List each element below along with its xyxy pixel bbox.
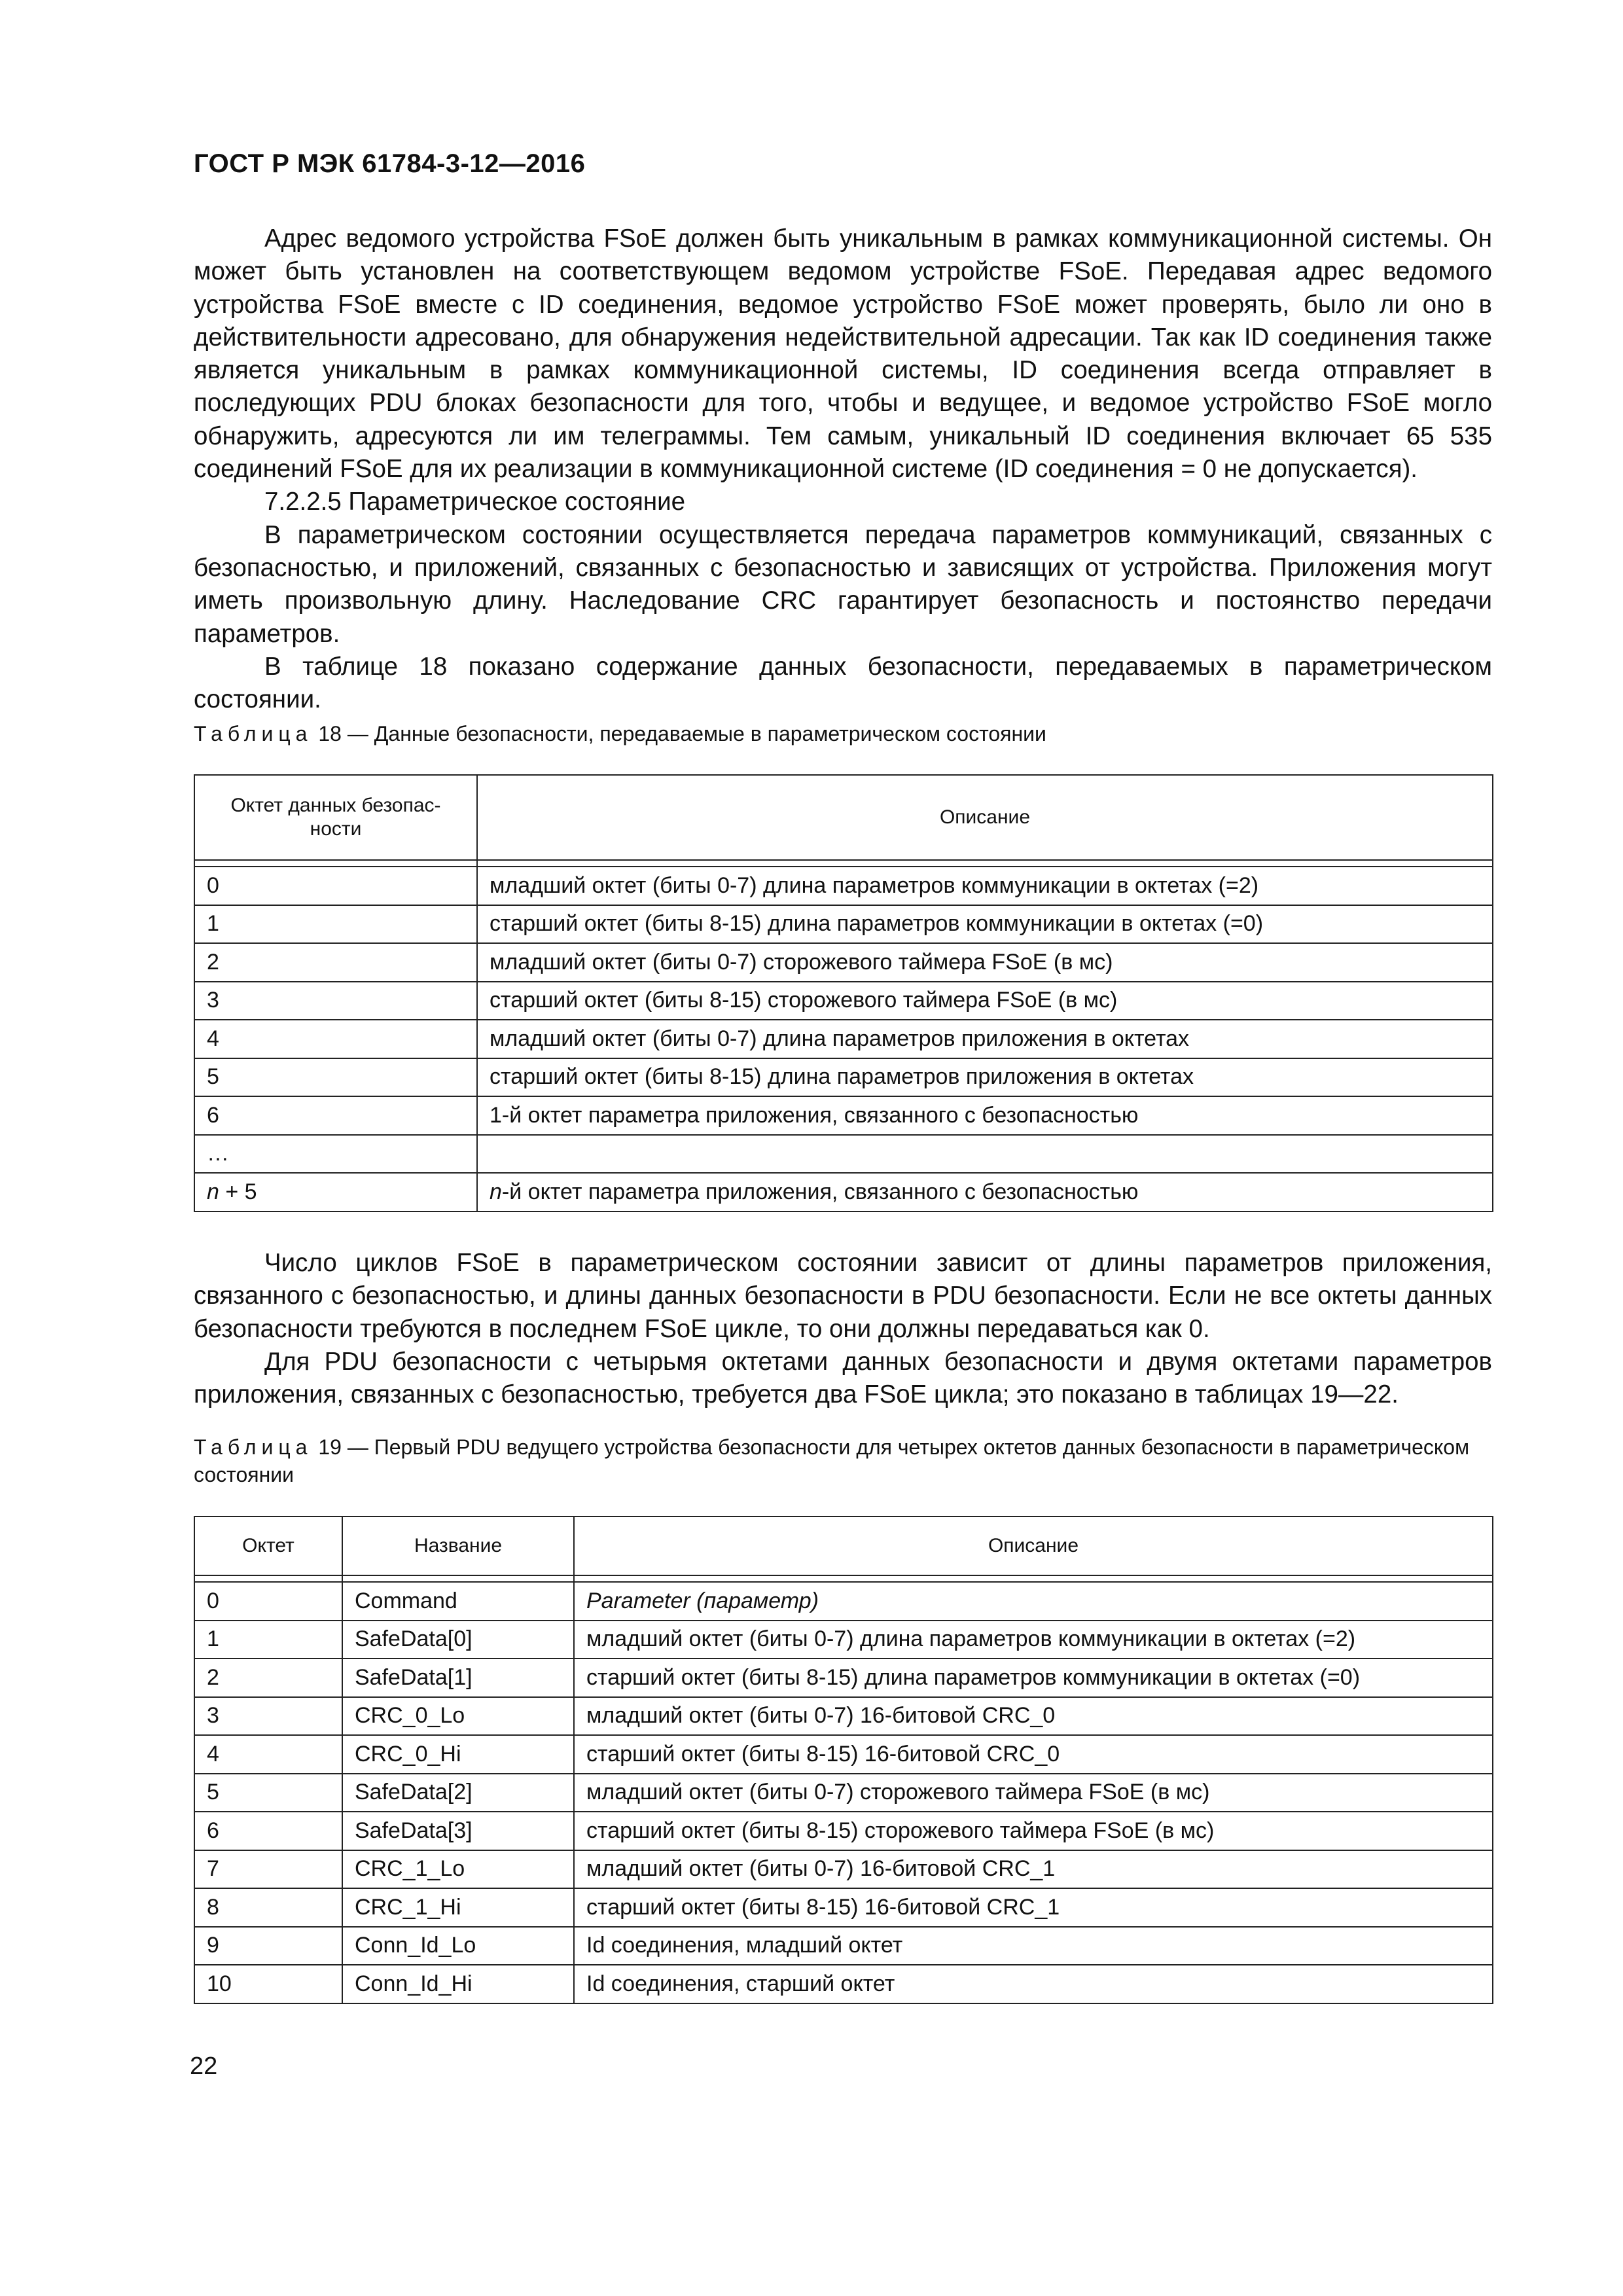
- table18-caption: [194, 720, 1492, 747]
- table-cell-octet: 0: [194, 867, 477, 905]
- table-cell-description: [477, 1135, 1493, 1174]
- table-row: [194, 1812, 1493, 1850]
- table-row: [194, 1058, 1493, 1097]
- cycles-paragraph: Число циклов FSoE в параметрическом состоянии зависит от длины параметров приложения, связанного с безопасностью, и длины данных безопасности в PDU безопасности. Если не все октеты данных безопасности требуются в последнем FSoE цикле, то они должны передаваться как 0.: [194, 1249, 1492, 1343]
- table-cell-description: старший октет (биты 8-15) длина параметров коммуникации в октетах (=0): [477, 905, 1493, 944]
- table18-header-octet: [194, 775, 477, 860]
- table-cell-description: 1-й октет параметра приложения, связанного с безопасностью: [477, 1096, 1493, 1135]
- pdu-paragraph: Для PDU безопасности с четырьмя октетами данных безопасности и двумя октетами параметров приложения, связанных с безопасностью, требуется два FSoE цикла; это показано в таблицах 19—22.: [194, 1347, 1492, 1409]
- page-number: 22: [190, 2053, 218, 2080]
- table-cell-octet: 2: [194, 943, 477, 982]
- table-cell-name: SafeData[1]: [342, 1659, 574, 1697]
- table-row: [194, 1659, 1493, 1697]
- table-cell-description: младший октет (биты 0-7) 16-битовой CRC_1: [574, 1850, 1493, 1889]
- table-cell-octet: 9: [194, 1927, 342, 1965]
- table-row: [194, 943, 1493, 982]
- table-cell-description: Id соединения, старший октет: [574, 1965, 1493, 2003]
- table-row: [194, 1173, 1493, 1211]
- table-row: [194, 905, 1493, 944]
- table-cell-description: младший октет (биты 0-7) 16-битовой CRC_0: [574, 1697, 1493, 1736]
- table-cell-description: младший октет (биты 0-7) сторожевого таймера FSoE (в мс): [477, 943, 1493, 982]
- table-cell-octet: 6: [194, 1096, 477, 1135]
- table-row: [194, 867, 1493, 905]
- table-cell-description: Id соединения, младший октет: [574, 1927, 1493, 1965]
- table-cell-octet: 5: [194, 1774, 342, 1812]
- table-cell-octet: 5: [194, 1058, 477, 1097]
- octet-offset: + 5: [219, 1179, 257, 1204]
- table-row: [194, 1965, 1493, 2003]
- table-19: [194, 1516, 1493, 2004]
- table-cell-description: старший октет (биты 8-15) 16-битовой CRC_1: [574, 1888, 1493, 1927]
- table19-caption-text: 19 — Первый PDU ведущего устройства безопасности для четырех октетов данных безопасности в параметрическом состоянии: [194, 1435, 1470, 1486]
- table-18: [194, 774, 1493, 1212]
- table18-header-octet-line1: Октет данных безопас-: [230, 795, 441, 816]
- table-cell-name: CRC_1_Hi: [342, 1888, 574, 1927]
- table19-header-description: Описание: [574, 1516, 1493, 1575]
- description-rest: -й октет параметра приложения, связанного с безопасностью: [501, 1179, 1139, 1204]
- cycles-section: [194, 1247, 1492, 1411]
- table-cell-description: старший октет (биты 8-15) сторожевого таймера FSoE (в мс): [477, 982, 1493, 1020]
- table-row: [194, 1020, 1493, 1058]
- table-cell-octet: …: [194, 1135, 477, 1174]
- table-cell-octet: 2: [194, 1659, 342, 1697]
- table-row: [194, 1774, 1493, 1812]
- table-cell-description: младший октет (биты 0-7) длина параметров приложения в октетах: [477, 1020, 1493, 1058]
- table-cell-name: SafeData[3]: [342, 1812, 574, 1850]
- table-cell-description: [477, 1173, 1493, 1211]
- table19-header-name: Название: [342, 1516, 574, 1575]
- table-cell-description: старший октет (биты 8-15) 16-битовой CRC_0: [574, 1735, 1493, 1774]
- table18-reference-paragraph: В таблице 18 показано содержание данных безопасности, передаваемых в параметрическом состоянии.: [194, 652, 1492, 714]
- table-cell-octet: 4: [194, 1020, 477, 1058]
- table-cell-octet: 1: [194, 1621, 342, 1659]
- table18-header-octet-line2: ности: [310, 818, 362, 840]
- description-variable: n: [490, 1179, 502, 1204]
- table-cell-name: SafeData[0]: [342, 1621, 574, 1659]
- table-cell-octet: 7: [194, 1850, 342, 1889]
- table-cell-description: младший октет (биты 0-7) длина параметров коммуникации в октетах (=2): [574, 1621, 1493, 1659]
- param-paragraph: В параметрическом состоянии осуществляется передача параметров коммуникаций, связанных с безопасностью, и приложений, связанных с безопасностью и зависящих от устройства. Приложения могут иметь произвольную длину. Наследование CRC гарантирует безопасность и постоянство передачи параметров.: [194, 520, 1492, 648]
- table19-caption-word: Таблица: [194, 1435, 313, 1459]
- table-cell-description: Parameter (параметр): [574, 1582, 1493, 1621]
- table-row: [194, 1582, 1493, 1621]
- table-row: [194, 1735, 1493, 1774]
- document-header: ГОСТ Р МЭК 61784-3-12—2016: [194, 149, 586, 178]
- table-cell-description: младший октет (биты 0-7) длина параметров коммуникации в октетах (=2): [477, 867, 1493, 905]
- intro-section: [194, 223, 1492, 716]
- section-heading: 7.2.2.5 Параметрическое состояние: [264, 488, 685, 516]
- intro-paragraph: Адрес ведомого устройства FSoE должен быть уникальным в рамках коммуникационной системы. Он может быть установлен на соответствующем ведомом устройстве FSoE. Передавая адрес ведомого устройства FSoE вместе с ID соединения, ведомое устройство FSoE может проверять, было ли оно в действительности адресовано, для обнаружения недействительной адресации. Так как ID соединения также является уникальным в рамках коммуникационной системы, ID соединения всегда отправляет в последующих PDU блоках безопасности для того, чтобы и ведущее, и ведомое устройство FSoE могло обнаружить, адресуются ли им телеграммы. Тем самым, уникальный ID соединения включает 65 535 соединений FSoE для их реализации в коммуникационной системе (ID соединения = 0 не допускается).: [194, 224, 1492, 484]
- table-cell-octet: 0: [194, 1582, 342, 1621]
- table-cell-octet: 6: [194, 1812, 342, 1850]
- table18-caption-text: 18 — Данные безопасности, передаваемые в параметрическом состоянии: [312, 722, 1046, 745]
- table-cell-name: CRC_0_Hi: [342, 1735, 574, 1774]
- table-row: [194, 1927, 1493, 1965]
- table-row: [194, 1135, 1493, 1174]
- table-cell-octet: 3: [194, 982, 477, 1020]
- table-cell-octet: 4: [194, 1735, 342, 1774]
- table19-header-octet: Октет: [194, 1516, 342, 1575]
- table-cell-name: CRC_0_Lo: [342, 1697, 574, 1736]
- table19-caption: [194, 1433, 1492, 1488]
- table-row: [194, 1697, 1493, 1736]
- table-cell-description: младший октет (биты 0-7) сторожевого таймера FSoE (в мс): [574, 1774, 1493, 1812]
- table-cell-description: старший октет (биты 8-15) сторожевого таймера FSoE (в мс): [574, 1812, 1493, 1850]
- table-cell-octet: [194, 1173, 477, 1211]
- table-cell-name: Command: [342, 1582, 574, 1621]
- table-cell-octet: 8: [194, 1888, 342, 1927]
- octet-variable: n: [207, 1179, 219, 1204]
- table-cell-description: старший октет (биты 8-15) длина параметров приложения в октетах: [477, 1058, 1493, 1097]
- table18-header-description: Описание: [477, 775, 1493, 860]
- table-cell-name: SafeData[2]: [342, 1774, 574, 1812]
- table-row: [194, 982, 1493, 1020]
- table-cell-octet: 1: [194, 905, 477, 944]
- table-cell-octet: 10: [194, 1965, 342, 2003]
- table-row: [194, 1621, 1493, 1659]
- table-cell-octet: 3: [194, 1697, 342, 1736]
- table-cell-name: Conn_Id_Hi: [342, 1965, 574, 2003]
- table-cell-name: Conn_Id_Lo: [342, 1927, 574, 1965]
- table18-caption-word: Таблица: [194, 722, 313, 745]
- table-row: [194, 1850, 1493, 1889]
- table-cell-name: CRC_1_Lo: [342, 1850, 574, 1889]
- table-row: [194, 1096, 1493, 1135]
- table-row: [194, 1888, 1493, 1927]
- table-cell-description: старший октет (биты 8-15) длина параметров коммуникации в октетах (=0): [574, 1659, 1493, 1697]
